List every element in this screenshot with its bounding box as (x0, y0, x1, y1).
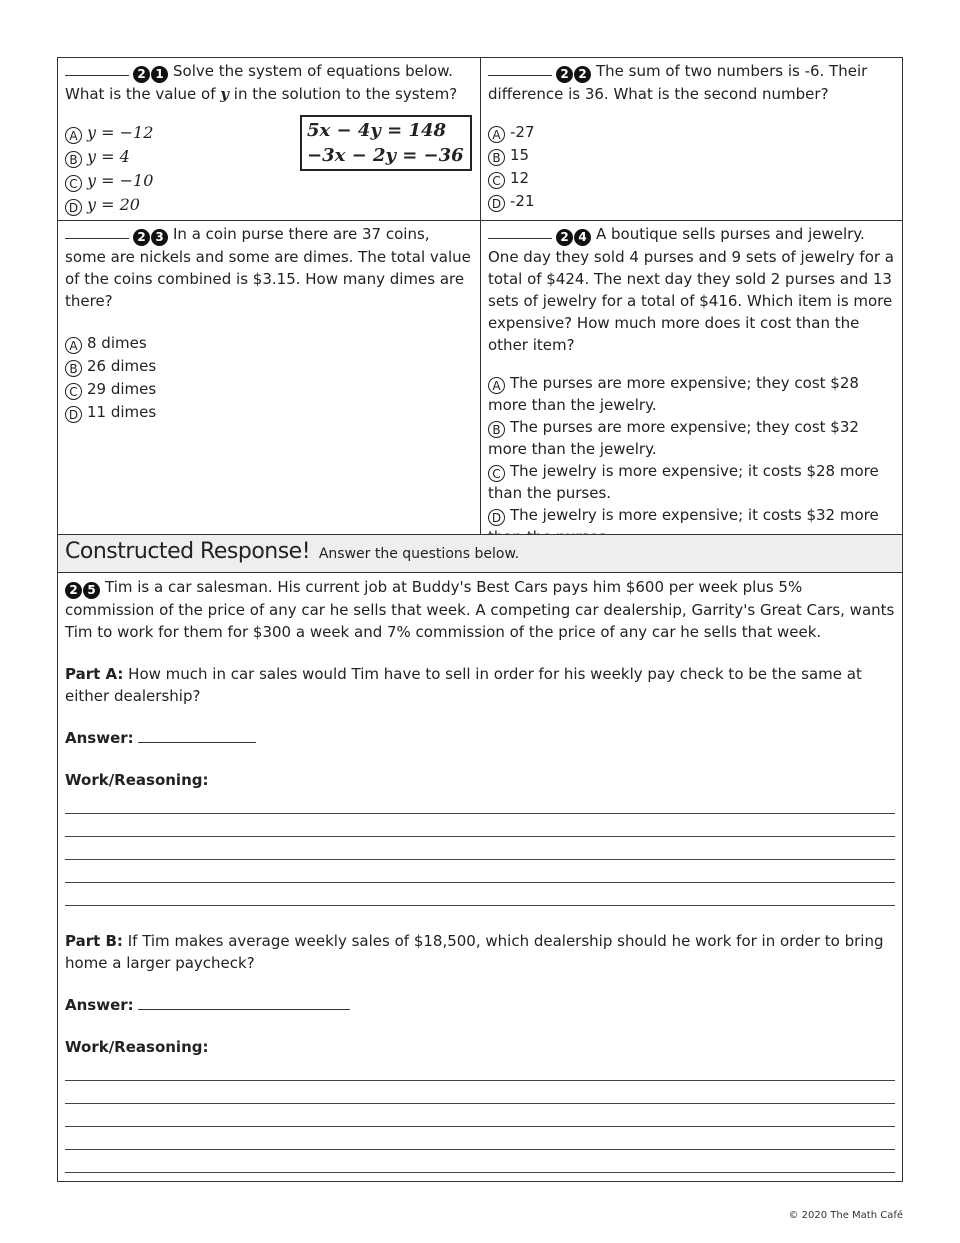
work-line[interactable] (65, 1127, 895, 1150)
part-a (65, 663, 895, 707)
option-text: The purses are more expensive; they cost $28 more than the jewelry. (488, 374, 859, 414)
answer-field[interactable] (138, 997, 350, 1010)
constructed-response-header (58, 534, 902, 573)
work-line[interactable] (65, 1058, 895, 1081)
answer-label: Answer: (65, 996, 134, 1014)
option-letter: C (65, 175, 82, 192)
equation-system-box (300, 115, 472, 171)
work-line[interactable] (65, 883, 895, 906)
option-letter: D (488, 195, 505, 212)
question-number: 2 5 (65, 576, 101, 599)
q23-options (65, 332, 473, 424)
work-line[interactable] (65, 1104, 895, 1127)
option-text: 12 (510, 169, 530, 187)
q22-prompt-text: The sum of two numbers is -6. Their difference is 36. What is the second number? (488, 62, 868, 103)
option-letter: A (65, 127, 82, 144)
work-line[interactable] (65, 1150, 895, 1173)
option-text: 8 dimes (87, 334, 147, 352)
question-23 (58, 221, 480, 534)
option-text: y = 20 (87, 195, 140, 214)
option-letter: A (488, 377, 505, 394)
q23-prompt (65, 223, 473, 312)
q23-prompt-text: In a coin purse there are 37 coins, some are nickels and some are dimes. The total value of the coins combined is $3.15. How many dimes are there? (65, 225, 471, 310)
option-letter: C (488, 465, 505, 482)
answer-blank[interactable] (65, 63, 129, 76)
question-number: 2 2 (556, 60, 592, 83)
option-text: 11 dimes (87, 403, 157, 421)
answer-blank[interactable] (488, 63, 552, 76)
option-c[interactable] (488, 460, 897, 504)
question-21 (58, 58, 480, 220)
option-text: -27 (510, 123, 535, 141)
option-letter: C (65, 383, 82, 400)
work-line[interactable] (65, 1081, 895, 1104)
work-lines-b[interactable] (65, 1058, 895, 1173)
option-letter: D (65, 199, 82, 216)
copyright-footer: © 2020 The Math Café (788, 1210, 903, 1221)
option-text: 29 dimes (87, 380, 157, 398)
work-label: Work/Reasoning: (65, 1038, 209, 1056)
option-text: 15 (510, 146, 530, 164)
part-a-answer (65, 727, 895, 749)
answer-field[interactable] (138, 730, 256, 743)
question-24 (481, 221, 904, 534)
row-q23-q24 (58, 221, 902, 534)
option-c[interactable] (65, 378, 473, 401)
option-c[interactable] (65, 169, 473, 193)
answer-blank[interactable] (488, 226, 552, 239)
option-letter: B (65, 151, 82, 168)
worksheet-frame (57, 57, 903, 1182)
option-letter: A (488, 126, 505, 143)
row-q21-q22 (58, 58, 902, 220)
q21-prompt-line2: What is the value of (65, 85, 216, 103)
option-b[interactable] (488, 144, 897, 167)
option-b[interactable] (65, 355, 473, 378)
option-c[interactable] (488, 167, 897, 190)
option-text: 26 dimes (87, 357, 157, 375)
option-text: The jewelry is more expensive; it costs $28 more than the purses. (488, 462, 879, 502)
option-d[interactable] (65, 193, 473, 217)
q21-prompt (65, 60, 473, 105)
option-letter: D (488, 509, 505, 526)
option-text: The purses are more expensive; they cost $32 more than the jewelry. (488, 418, 859, 458)
answer-blank[interactable] (65, 226, 129, 239)
work-lines-a[interactable] (65, 791, 895, 906)
option-text: The jewelry is more expensive; it costs $32 more (510, 506, 879, 524)
answer-label: Answer: (65, 729, 134, 747)
q21-variable: y (220, 85, 230, 103)
question-25 (58, 574, 902, 1175)
section-title: Constructed Response! (65, 539, 311, 564)
part-b (65, 930, 895, 974)
option-b[interactable] (488, 416, 897, 460)
equation-1: 5x − 4y = 148 (307, 120, 447, 141)
question-number: 2 4 (556, 223, 592, 246)
q24-prompt (488, 223, 897, 356)
q21-prompt-line3: in the solution to the system? (233, 85, 458, 103)
option-text: y = 4 (87, 147, 130, 166)
section-subtitle: Answer the questions below. (318, 546, 520, 562)
equation-2: −3x − 2y = −36 (307, 145, 464, 166)
question-number: 2 1 (133, 60, 169, 83)
q22-options (488, 121, 897, 213)
option-a[interactable] (488, 121, 897, 144)
question-22 (481, 58, 904, 220)
option-letter: D (65, 406, 82, 423)
q24-options (488, 372, 897, 548)
option-letter: B (488, 149, 505, 166)
part-b-answer (65, 994, 895, 1016)
option-a[interactable] (65, 332, 473, 355)
option-letter: C (488, 172, 505, 189)
work-line[interactable] (65, 860, 895, 883)
option-text: y = −10 (87, 171, 154, 190)
option-a[interactable] (488, 372, 897, 416)
part-a-text: How much in car sales would Tim have to sell in order for his weekly pay check to be the same at either dealership? (65, 665, 862, 705)
option-letter: B (65, 360, 82, 377)
q22-prompt (488, 60, 897, 105)
q21-prompt-line1: Solve the system of equations below. (173, 62, 453, 80)
q24-prompt-text: A boutique sells purses and jewelry. One day they sold 4 purses and 9 sets of jewelry for a total of $424. The next day they sold 2 purses and 13 sets of jewelry for a total of $416. Which item is more expensive? How much more does it cost than the other item? (488, 225, 895, 354)
option-text: -21 (510, 192, 535, 210)
q25-prompt (65, 576, 895, 643)
work-label: Work/Reasoning: (65, 771, 209, 789)
work-line[interactable] (65, 814, 895, 837)
option-text: y = −12 (87, 123, 154, 142)
part-b-label: Part B: (65, 932, 123, 950)
option-d[interactable] (488, 190, 897, 213)
work-line[interactable] (65, 837, 895, 860)
question-number: 2 3 (133, 223, 169, 246)
work-line[interactable] (65, 791, 895, 814)
option-letter: A (65, 337, 82, 354)
part-b-text: If Tim makes average weekly sales of $18,500, which dealership should he work for in order to bring home a larger paycheck? (65, 932, 884, 972)
option-letter: B (488, 421, 505, 438)
q25-prompt-text: Tim is a car salesman. His current job at Buddy's Best Cars pays him $600 per week plus 5% commission of the price of any car he sells that week. A competing car dealership, Garrity's Great Cars, wants Tim to work for them for $300 a week and 7% commission of the price of any car he sells that week. (65, 578, 895, 641)
part-a-label: Part A: (65, 665, 124, 683)
option-d[interactable] (65, 401, 473, 424)
